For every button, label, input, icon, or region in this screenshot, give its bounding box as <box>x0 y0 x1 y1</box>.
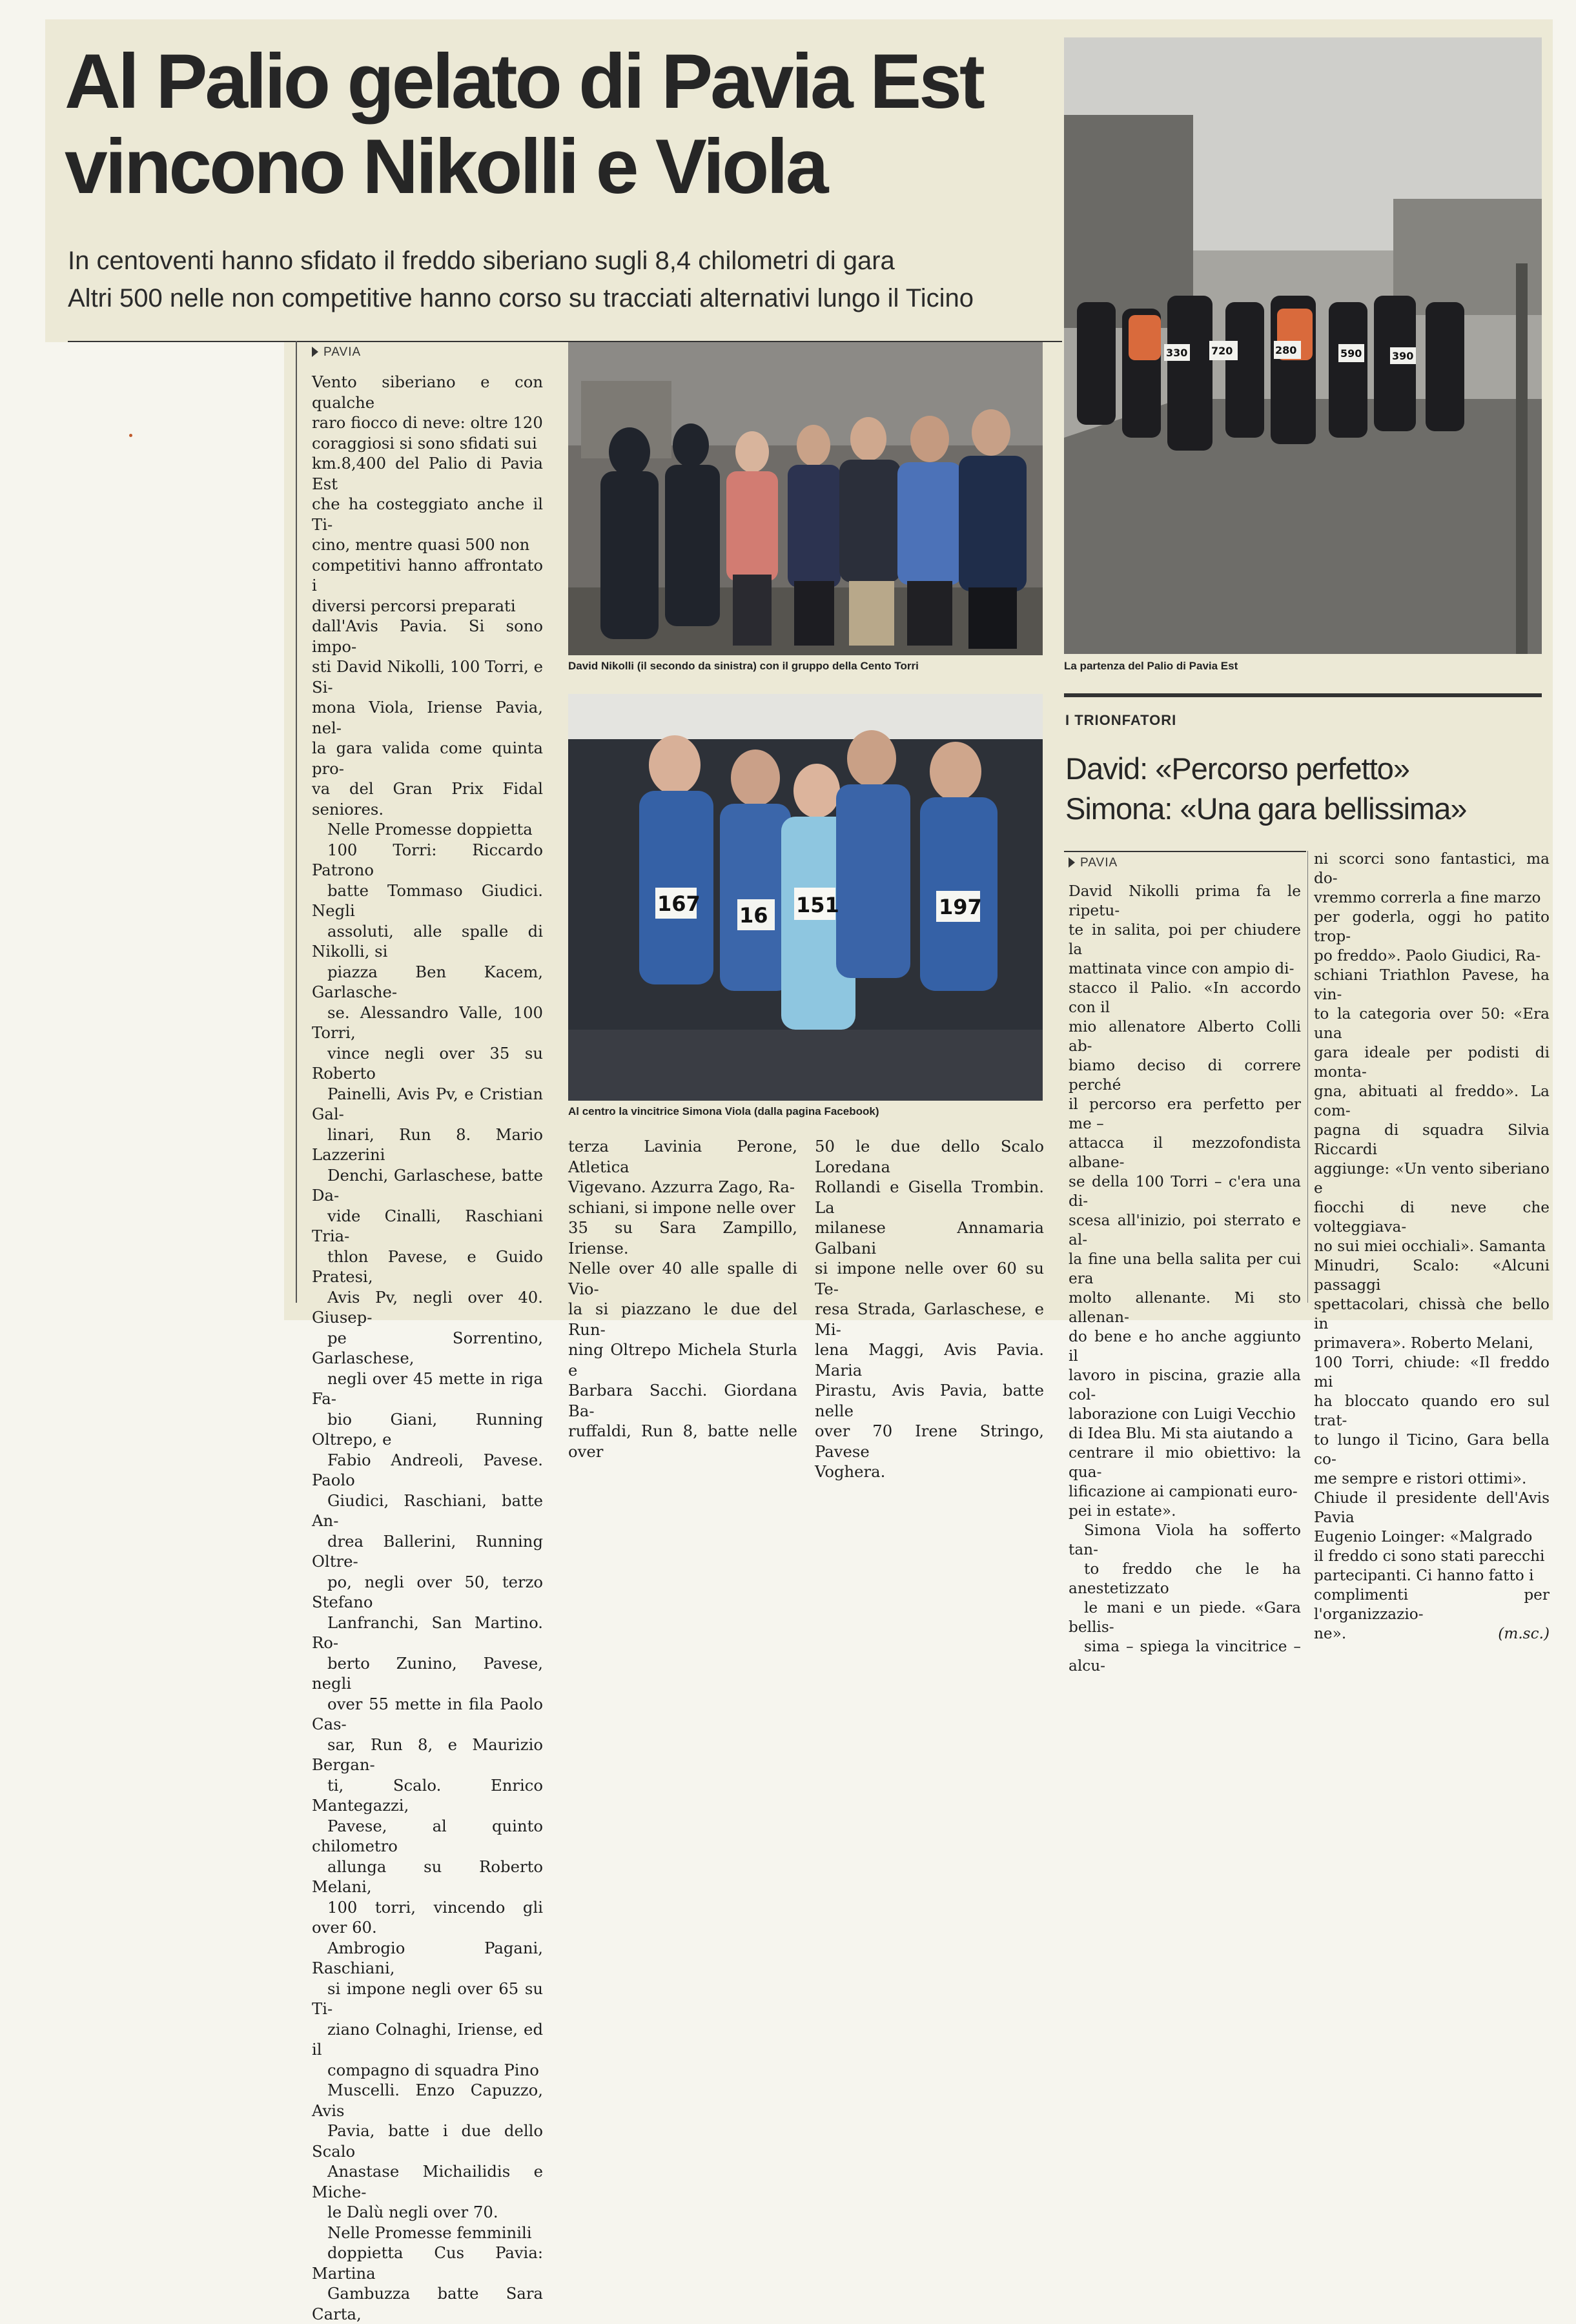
text-line: Nelle Promesse femminili <box>312 2223 543 2243</box>
text-line: po freddo». Paolo Giudici, Ra- <box>1314 946 1550 966</box>
sidebar-title <box>1065 749 1556 829</box>
bib-151: 151 <box>796 893 839 917</box>
text-line: linari, Run 8. Mario Lazzerini <box>312 1125 543 1165</box>
text-line: batte Tommaso Giudici. Negli <box>312 881 543 921</box>
text-line: Vigevano. Azzurra Zago, Ra- <box>568 1177 797 1198</box>
paragraph <box>312 2223 543 2324</box>
women-photo-caption: Al centro la vincitrice Simona Viola (dalla pagina Facebook) <box>568 1105 1043 1118</box>
main-column-1 <box>312 372 543 2324</box>
headline <box>65 39 1046 209</box>
text-line: doppietta Cus Pavia: Martina <box>312 2243 543 2283</box>
text-line: Simona Viola ha sofferto tan- <box>1069 1521 1301 1560</box>
paragraph <box>312 372 543 819</box>
text-line: per goderla, oggi ho patito trop- <box>1314 908 1550 946</box>
text-line: Avis Pv, negli over 40. Giusep- <box>312 1287 543 1328</box>
sidebar-label: I TRIONFATORI <box>1065 712 1176 729</box>
text-line: Fabio Andreoli, Pavese. Paolo <box>312 1450 543 1491</box>
text-line: raro fiocco di neve: oltre 120 <box>312 413 543 433</box>
text-line: no sui miei occhiali». Samanta <box>1314 1237 1550 1256</box>
text-line: do bene e ho anche aggiunto il <box>1069 1327 1301 1366</box>
sidebar-column-1 <box>1069 882 1301 1676</box>
bib-16: 16 <box>739 903 768 928</box>
subheadline <box>68 242 1056 317</box>
text-line: to lungo il Ticino, Gara bella co- <box>1314 1431 1550 1469</box>
text-line: po, negli over 50, terzo Stefano <box>312 1572 543 1613</box>
bib-590: 590 <box>1340 347 1362 360</box>
group-photo <box>568 342 1043 655</box>
text-line: Giudici, Raschiani, batte An- <box>312 1491 543 1531</box>
speck <box>129 434 132 437</box>
women-photo <box>568 694 1043 1101</box>
text-line: 35 su Sara Zampillo, Iriense. <box>568 1218 797 1258</box>
main-dateline <box>312 345 361 360</box>
text-line: pe Sorrentino, Garlaschese, <box>312 1328 543 1369</box>
paragraph <box>1314 850 1550 1644</box>
group-photo-caption: David Nikolli (il secondo da sinistra) con il gruppo della Cento Torri <box>568 660 1043 673</box>
text-line: km.8,400 del Palio di Pavia Est <box>312 453 543 494</box>
text-line: coraggiosi si sono sfidati sui <box>312 433 543 454</box>
text-line: Anastase Michailidis e Miche- <box>312 2161 543 2202</box>
column-rule <box>296 341 297 1303</box>
text-line: piazza Ben Kacem, Garlasche- <box>312 962 543 1003</box>
race-start-photo <box>1064 37 1542 654</box>
byline: (m.sc.) <box>1314 1624 1550 1644</box>
text-line: ne». <box>1314 1624 1550 1644</box>
text-line: over 55 mette in fila Paolo Cas- <box>312 1694 543 1735</box>
text-line: Pavia, batte i due dello Scalo <box>312 2121 543 2161</box>
bib-167: 167 <box>657 892 701 916</box>
text-line: spettacolari, chissà che bello in <box>1314 1295 1550 1334</box>
main-column-3 <box>815 1136 1044 1482</box>
text-line: Nelle over 40 alle spalle di Vio- <box>568 1258 797 1299</box>
text-line: la gara valida come quinta pro- <box>312 738 543 779</box>
subheadline-line-2: Altri 500 nelle non competitive hanno corso su tracciati alternativi lungo il Ticino <box>68 280 1056 317</box>
headline-line-2: vincono Nikolli e Viola <box>65 124 1046 209</box>
text-line: laborazione con Luigi Vecchio <box>1069 1405 1301 1424</box>
text-line: dall'Avis Pavia. Si sono impo- <box>312 616 543 657</box>
paragraph <box>1069 1521 1301 1676</box>
text-line: negli over 45 mette in riga Fa- <box>312 1369 543 1409</box>
text-line: molto allenante. Mi sto allenan- <box>1069 1289 1301 1327</box>
text-line: Rollandi e Gisella Trombin. La <box>815 1177 1044 1218</box>
text-line: stacco il Palio. «In accordo con il <box>1069 979 1301 1017</box>
text-line: se della 100 Torri – c'era una di- <box>1069 1172 1301 1211</box>
text-line: sar, Run 8, e Maurizio Bergan- <box>312 1735 543 1775</box>
headline-line-1: Al Palio gelato di Pavia Est <box>65 39 1046 124</box>
text-line: fiocchi di neve che volteggiava- <box>1314 1198 1550 1237</box>
text-line: partecipanti. Ci hanno fatto i <box>1314 1566 1550 1585</box>
race-start-caption: La partenza del Palio di Pavia Est <box>1064 660 1542 673</box>
text-line: vince negli over 35 su Roberto <box>312 1043 543 1084</box>
text-line: ni scorci sono fantastici, ma do- <box>1314 850 1550 888</box>
text-line: bio Giani, Running Oltrepo, e <box>312 1409 543 1450</box>
text-line: ziano Colnaghi, Iriense, ed il <box>312 2019 543 2060</box>
text-line: di Idea Blu. Mi sta aiutando a <box>1069 1424 1301 1443</box>
sidebar-title-line-2: Simona: «Una gara bellissima» <box>1065 789 1556 829</box>
text-line: Chiude il presidente dell'Avis Pavia <box>1314 1489 1550 1527</box>
race-start-photo-svg <box>1064 37 1542 654</box>
text-line: 100 torri, vincendo gli over 60. <box>312 1897 543 1938</box>
text-line: cino, mentre quasi 500 non <box>312 535 543 555</box>
text-line: mio allenatore Alberto Colli ab- <box>1069 1017 1301 1056</box>
text-line: Vento siberiano e con qualche <box>312 372 543 413</box>
text-line: lavoro in piscina, grazie alla col- <box>1069 1366 1301 1405</box>
paragraph <box>1069 882 1301 1521</box>
sidebar-top-rule <box>1064 693 1542 697</box>
sidebar-column-2 <box>1314 850 1550 1644</box>
text-line: 100 Torri: Riccardo Patrono <box>312 840 543 881</box>
bib-390: 390 <box>1392 350 1413 362</box>
text-line: to la categoria over 50: «Era una <box>1314 1004 1550 1043</box>
text-line: ti, Scalo. Enrico Mantegazzi, <box>312 1775 543 1816</box>
text-line: gara ideale per podisti di monta- <box>1314 1043 1550 1082</box>
text-line: che ha costeggiato anche il Ti- <box>312 494 543 535</box>
text-line: mattinata vince con ampio di- <box>1069 959 1301 979</box>
text-line: berto Zunino, Pavese, negli <box>312 1653 543 1694</box>
group-photo-svg <box>568 342 1043 655</box>
text-line: pagna di squadra Silvia Riccardi <box>1314 1121 1550 1159</box>
text-line: ruffaldi, Run 8, batte nelle over <box>568 1421 797 1462</box>
text-line: complimenti per l'organizzazio- <box>1314 1585 1550 1624</box>
text-line: Lanfranchi, San Martino. Ro- <box>312 1613 543 1653</box>
text-line: assoluti, alle spalle di Nikolli, si <box>312 921 543 962</box>
text-line: mona Viola, Iriense Pavia, nel- <box>312 697 543 738</box>
text-line: la si piazzano le due del Run- <box>568 1299 797 1340</box>
text-line: milanese Annamaria Galbani <box>815 1218 1044 1258</box>
text-line: centrare il mio obiettivo: la qua- <box>1069 1443 1301 1482</box>
text-line: lificazione ai campionati euro- <box>1069 1482 1301 1502</box>
text-line: gna, abituati al freddo». La com- <box>1314 1082 1550 1121</box>
women-photo-svg <box>568 694 1043 1101</box>
text-line: Pavese, al quinto chilometro <box>312 1816 543 1857</box>
text-line: le Dalù negli over 70. <box>312 2202 543 2223</box>
text-line: le mani e un piede. «Gara bellis- <box>1069 1598 1301 1637</box>
bib-330: 330 <box>1166 347 1187 359</box>
text-line: Minudri, Scalo: «Alcuni passaggi <box>1314 1256 1550 1295</box>
text-line: si impone negli over 65 su Ti- <box>312 1979 543 2019</box>
text-line: biamo deciso di correre perché <box>1069 1056 1301 1095</box>
text-line: compagno di squadra Pino <box>312 2060 543 2081</box>
sidebar-dateline-text: PAVIA <box>1080 856 1118 870</box>
text-line: sti David Nikolli, 100 Torri, e Si- <box>312 657 543 697</box>
text-line: il percorso era perfetto per me – <box>1069 1095 1301 1134</box>
text-line: sima – spiega la vincitrice – alcu- <box>1069 1637 1301 1676</box>
dateline-triangle-icon <box>312 347 318 357</box>
bib-720: 720 <box>1211 345 1233 357</box>
text-line: schiani, si impone nelle over <box>568 1198 797 1218</box>
text-line: attacca il mezzofondista albane- <box>1069 1134 1301 1172</box>
text-line: terza Lavinia Perone, Atletica <box>568 1136 797 1177</box>
text-line: David Nikolli prima fa le ripetu- <box>1069 882 1301 921</box>
text-line: thlon Pavese, e Guido Pratesi, <box>312 1247 543 1287</box>
text-line: to freddo che le ha anestetizzato <box>1069 1560 1301 1598</box>
text-line: aggiunge: «Un vento siberiano e <box>1314 1159 1550 1198</box>
text-line: resa Strada, Garlaschese, e Mi- <box>815 1299 1044 1340</box>
text-line: si impone nelle over 60 su Te- <box>815 1258 1044 1299</box>
paragraph <box>312 819 543 2223</box>
text-line: competitivi hanno affrontato i <box>312 555 543 596</box>
text-line: se. Alessandro Valle, 100 Torri, <box>312 1003 543 1043</box>
sidebar-column-rule <box>1307 851 1308 1303</box>
text-line: ha bloccato quando ero sul trat- <box>1314 1392 1550 1431</box>
text-line: Gambuzza batte Sara Carta, <box>312 2283 543 2324</box>
text-line: ning Oltrepo Michela Sturla e <box>568 1340 797 1380</box>
sidebar-mid-rule <box>1064 851 1306 852</box>
text-line: va del Gran Prix Fidal seniores. <box>312 779 543 819</box>
text-line: vide Cinalli, Raschiani Tria- <box>312 1206 543 1247</box>
text-line: Muscelli. Enzo Capuzzo, Avis <box>312 2080 543 2121</box>
paragraph <box>568 1136 797 1462</box>
sidebar-dateline <box>1069 856 1118 870</box>
text-line: schiani Triathlon Pavese, ha vin- <box>1314 966 1550 1004</box>
text-line: scesa all'inizio, poi sterrato e al- <box>1069 1211 1301 1250</box>
text-line: pei in estate». <box>1069 1502 1301 1521</box>
paragraph <box>815 1136 1044 1482</box>
text-line: Ambrogio Pagani, Raschiani, <box>312 1938 543 1979</box>
text-line: Nelle Promesse doppietta <box>312 819 543 840</box>
bib-197: 197 <box>939 895 982 919</box>
sidebar-title-line-1: David: «Percorso perfetto» <box>1065 749 1556 789</box>
bib-280: 280 <box>1275 344 1296 356</box>
text-line: Painelli, Avis Pv, e Cristian Gal- <box>312 1084 543 1125</box>
text-line: lena Maggi, Avis Pavia. Maria <box>815 1340 1044 1380</box>
text-line: 100 Torri, chiude: «Il freddo mi <box>1314 1353 1550 1392</box>
text-line: Voghera. <box>815 1462 1044 1482</box>
text-line: Barbara Sacchi. Giordana Ba- <box>568 1380 797 1421</box>
text-line: diversi percorsi preparati <box>312 596 543 617</box>
text-line: Denchi, Garlaschese, batte Da- <box>312 1165 543 1206</box>
text-line: Pirastu, Avis Pavia, batte nelle <box>815 1380 1044 1421</box>
subheadline-line-1: In centoventi hanno sfidato il freddo siberiano sugli 8,4 chilometri di gara <box>68 242 1056 280</box>
sidebar-dateline-triangle-icon <box>1069 857 1075 868</box>
main-dateline-text: PAVIA <box>323 345 361 359</box>
text-line: over 70 Irene Stringo, Pavese <box>815 1421 1044 1462</box>
text-line: primavera». Roberto Melani, <box>1314 1334 1550 1353</box>
text-line: 50 le due dello Scalo Loredana <box>815 1136 1044 1177</box>
text-line: me sempre e ristori ottimi». <box>1314 1469 1550 1489</box>
text-line: te in salita, poi per chiudere la <box>1069 921 1301 959</box>
text-line: drea Ballerini, Running Oltre- <box>312 1531 543 1572</box>
text-line: il freddo ci sono stati parecchi <box>1314 1547 1550 1566</box>
text-line: vremmo correrla a fine marzo <box>1314 888 1550 908</box>
text-line: Eugenio Loinger: «Malgrado <box>1314 1527 1550 1547</box>
main-column-2 <box>568 1136 797 1462</box>
text-line: la fine una bella salita per cui era <box>1069 1250 1301 1289</box>
text-line: allunga su Roberto Melani, <box>312 1857 543 1897</box>
